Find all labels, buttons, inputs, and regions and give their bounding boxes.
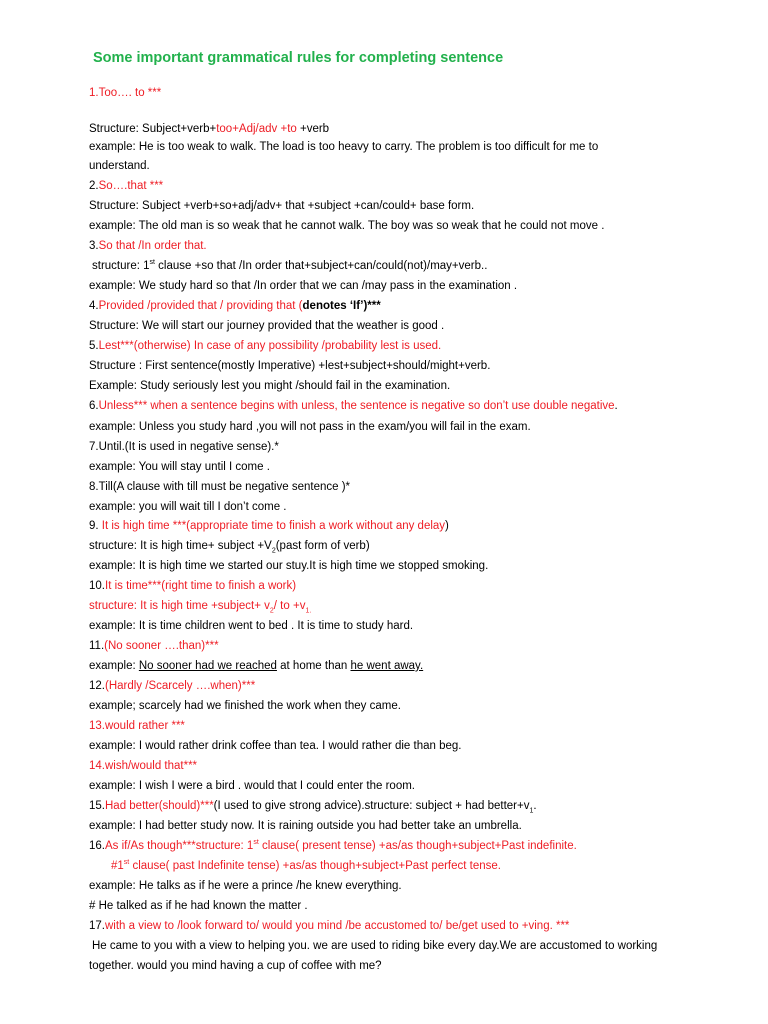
text-segment: (No sooner ….than)*** [104, 640, 219, 652]
text-line [89, 718, 185, 734]
text-line [89, 778, 415, 794]
text-line [89, 218, 604, 234]
text-segment: 17. [89, 920, 105, 932]
text-line [89, 678, 255, 694]
text-segment: example; scarcely had we finished the work when they came. [89, 700, 401, 712]
text-segment: He came to you with a view to helping you. we are used to riding bike every day.We are accustomed to working [92, 940, 658, 952]
text-line [89, 439, 279, 455]
text-segment: example: [89, 660, 139, 672]
text-segment: Structure: We will start our journey provided that the weather is good . [89, 320, 445, 332]
text-line [89, 658, 423, 674]
text-line [89, 278, 517, 294]
text-line [89, 798, 537, 814]
text-line [89, 538, 370, 554]
text-segment: structure: It is high time+ subject +V [89, 540, 272, 552]
text-line [89, 121, 329, 137]
text-line [89, 338, 441, 354]
text-segment: together. would you mind having a cup of coffee with me? [89, 960, 382, 972]
text-segment: 7.Until.(It is used in negative sense).* [89, 441, 279, 453]
text-line [111, 858, 501, 874]
text-segment: 3. [89, 240, 99, 252]
text-segment: example: It is time children went to bed . It is time to study hard. [89, 620, 414, 632]
text-segment: Unless*** when a sentence begins with unless, the sentence is negative so don’t use double negative [98, 400, 615, 412]
text-segment: Structure : First sentence(mostly Imperative) +lest+subject+should/might+verb. [89, 360, 491, 372]
text-segment: 13.would rather *** [89, 720, 185, 732]
text-line [89, 958, 382, 974]
text-line [89, 85, 161, 101]
text-line [89, 178, 163, 194]
text-segment: clause( present tense) +as/as though+subject+Past indefinite. [258, 840, 577, 852]
text-segment: example: you will wait till I don’t come . [89, 501, 287, 513]
text-line [89, 758, 197, 774]
text-segment: It is time***(right time to finish a work) [105, 580, 297, 592]
text-line [92, 938, 657, 954]
text-line [89, 398, 618, 414]
text-segment: # He talked as if he had known the matter . [89, 900, 308, 912]
text-line [89, 298, 381, 314]
text-line [89, 238, 207, 254]
text-segment: / to +v [273, 600, 306, 612]
text-segment: example: It is high time we started our stuy.It is high time we stopped smoking. [89, 560, 489, 572]
text-line [89, 518, 449, 534]
text-segment: too+Adj/adv +to [216, 123, 297, 135]
text-segment: 11. [89, 640, 105, 652]
text-line [89, 838, 577, 854]
text-segment: Example: Study seriously lest you might /should fail in the examination. [89, 380, 451, 392]
text-line [89, 419, 531, 435]
text-segment: Structure: Subject+verb+ [89, 123, 217, 135]
text-segment: 9. [89, 520, 102, 532]
text-line [89, 499, 287, 515]
text-segment: example: I wish I were a bird . would that I could enter the room. [89, 780, 415, 792]
text-line [92, 258, 487, 274]
text-segment: he went away. [350, 660, 424, 672]
text-segment: Lest***(otherwise) In case of any possibility /probability lest is used. [98, 340, 442, 352]
text-segment: structure: It is high time +subject+ v [89, 600, 270, 612]
text-segment: It is high time ***(appropriate time to finish a work without any delay [101, 520, 446, 532]
text-line [89, 139, 598, 155]
text-segment: st [149, 259, 155, 267]
text-segment: understand. [89, 160, 150, 172]
text-segment: 8.Till(A clause with till must be negative sentence )* [89, 481, 351, 493]
text-segment: clause( past Indefinite tense) +as/as though+subject+Past perfect tense. [129, 860, 501, 872]
text-segment: So that /In order that. [98, 240, 207, 252]
text-segment: (Hardly /Scarcely ….when)*** [105, 680, 256, 692]
text-line [89, 818, 522, 834]
text-line [89, 558, 488, 574]
page-title: Some important grammatical rules for completing sentence [93, 50, 504, 66]
text-segment: example: You will stay until I come . [89, 461, 270, 473]
text-segment: 2. [89, 180, 99, 192]
text-segment: . [614, 400, 618, 412]
text-line [89, 598, 311, 614]
text-line [89, 698, 401, 714]
text-segment: As if/As though***structure: 1 [105, 840, 254, 852]
text-line [89, 738, 462, 754]
text-segment: 1.Too…. to *** [89, 87, 162, 99]
text-segment: 1. [305, 607, 312, 615]
text-segment: 10. [89, 580, 105, 592]
text-segment: 12. [89, 680, 105, 692]
text-segment: #1 [111, 860, 124, 872]
text-segment: ) [445, 520, 449, 532]
text-segment: example: Unless you study hard ,you will not pass in the exam/you will fail in the exam. [89, 421, 531, 433]
text-segment: Structure: Subject +verb+so+adj/adv+ that +subject +can/could+ base form. [89, 200, 475, 212]
text-line [89, 158, 150, 174]
text-segment: Had better(should)*** [105, 800, 214, 812]
text-line [89, 618, 413, 634]
text-segment: (I used to give strong advice).structure: subject + had better+v [213, 800, 530, 812]
text-line [89, 358, 490, 374]
text-segment: at home than [276, 660, 351, 672]
text-line [89, 878, 402, 894]
text-segment: 5. [89, 340, 99, 352]
text-segment: 1 [529, 807, 534, 815]
text-segment: 4. [89, 300, 99, 312]
text-line [89, 378, 450, 394]
text-line [89, 318, 444, 334]
text-segment: structure: 1 [92, 260, 150, 272]
text-segment: denotes ‘If’)*** [302, 300, 381, 312]
text-segment: . [533, 800, 537, 812]
text-line [89, 198, 474, 214]
text-line [89, 918, 569, 934]
text-segment: Provided /provided that / providing that ( [98, 300, 303, 312]
text-segment: st [123, 859, 130, 867]
text-segment: example: I would rather drink coffee than tea. I would rather die than beg. [89, 740, 462, 752]
text-segment: So….that *** [98, 180, 164, 192]
text-segment: 6. [89, 400, 99, 412]
text-segment: example: He is too weak to walk. The load is too heavy to carry. The problem is too difficult for me to [89, 141, 599, 153]
text-segment: st [253, 839, 259, 847]
text-line [89, 638, 219, 654]
text-segment: with a view to /look forward to/ would you mind /be accustomed to/ be/get used to +ving. *** [105, 920, 570, 932]
text-segment: 2 [269, 607, 274, 615]
text-segment: 14.wish/would that*** [89, 760, 198, 772]
text-segment: 2 [271, 547, 276, 555]
text-segment: example: We study hard so that /In order that we can /may pass in the examination . [89, 280, 518, 292]
text-segment: 16. [89, 840, 105, 852]
text-segment: clause +so that /In order that+subject+can/could(not)/may+verb.. [154, 260, 488, 272]
text-segment: example: The old man is so weak that he cannot walk. The boy was so weak that he could not move . [89, 220, 605, 232]
text-segment: example: I had better study now. It is raining outside you had better take an umbrella. [89, 820, 522, 832]
text-line [89, 898, 308, 914]
text-segment: (past form of verb) [275, 540, 370, 552]
text-segment: No sooner had we reached [138, 660, 277, 672]
text-line [89, 578, 296, 594]
text-line [89, 459, 270, 475]
text-segment: +verb [296, 123, 330, 135]
text-segment: example: He talks as if he were a prince /he knew everything. [89, 880, 402, 892]
text-line [89, 479, 350, 495]
text-segment: 15. [89, 800, 105, 812]
